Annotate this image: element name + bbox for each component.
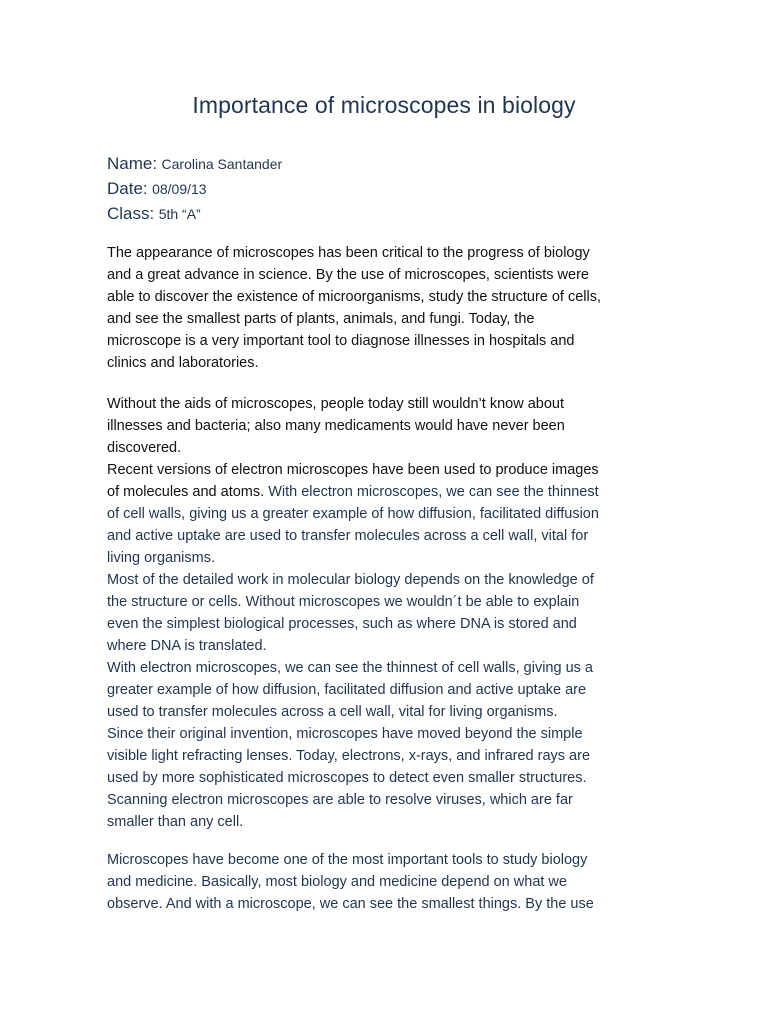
paragraph-1 — [107, 242, 667, 374]
paragraph-line: used by more sophisticated microscopes to detect even smaller structures. — [107, 770, 587, 786]
paragraph-line: smaller than any cell. — [107, 814, 244, 830]
paragraph-line: visible light refracting lenses. Today, electrons, x-rays, and infrared rays are — [107, 748, 591, 764]
paragraph-line: and see the smallest parts of plants, animals, and fungi. Today, the — [107, 311, 535, 327]
paragraph-3 — [107, 849, 667, 915]
paragraph-line: Without the aids of microscopes, people today still wouldn’t know about — [107, 396, 564, 412]
class-line — [107, 201, 282, 226]
name-label: Name: — [107, 154, 158, 173]
paragraph-line: even the simplest biological processes, such as where DNA is stored and — [107, 616, 577, 632]
paragraph-line: of cell walls, giving us a greater example of how diffusion, facilitated diffusion — [107, 506, 599, 522]
paragraph-line: used to transfer molecules across a cell wall, vital for living organisms. — [107, 704, 558, 720]
paragraph-line: illnesses and bacteria; also many medicaments would have never been — [107, 418, 565, 434]
paragraph-line: and medicine. Basically, most biology and medicine depend on what we — [107, 874, 567, 890]
date-value: 08/09/13 — [152, 181, 207, 197]
paragraph-line: and a great advance in science. By the use of microscopes, scientists were — [107, 267, 589, 283]
class-label: Class: — [107, 204, 155, 223]
document-title: Importance of microscopes in biology — [192, 92, 576, 118]
student-info — [107, 151, 282, 226]
class-value: 5th “A” — [158, 206, 201, 222]
paragraph-line-mixed — [107, 481, 667, 503]
paragraph-line: discovered. — [107, 440, 182, 456]
paragraph-line: living organisms. — [107, 550, 215, 566]
name-line — [107, 151, 282, 176]
paragraph-2 — [107, 393, 667, 833]
paragraph-line: greater example of how diffusion, facilitated diffusion and active uptake are — [107, 682, 587, 698]
paragraph-line: Scanning electron microscopes are able to resolve viruses, which are far — [107, 792, 573, 808]
paragraph-line: Microscopes have become one of the most important tools to study biology — [107, 852, 588, 868]
paragraph-line: clinics and laboratories. — [107, 355, 259, 371]
paragraph-line: able to discover the existence of microorganisms, study the structure of cells, — [107, 289, 602, 305]
paragraph-line: Since their original invention, microscopes have moved beyond the simple — [107, 726, 583, 742]
paragraph-line: observe. And with a microscope, we can see the smallest things. By the use — [107, 896, 594, 912]
date-line — [107, 176, 282, 201]
paragraph-line: Most of the detailed work in molecular biology depends on the knowledge of — [107, 572, 594, 588]
paragraph-line: the structure or cells. Without microscopes we wouldn´t be able to explain — [107, 594, 580, 610]
name-value: Carolina Santander — [161, 156, 283, 172]
paragraph-line: where DNA is translated. — [107, 638, 267, 654]
paragraph-line: Recent versions of electron microscopes have been used to produce images — [107, 462, 599, 478]
paragraph-line: microscope is a very important tool to diagnose illnesses in hospitals and — [107, 333, 575, 349]
paragraph-line: The appearance of microscopes has been critical to the progress of biology — [107, 245, 590, 261]
paragraph-span-blue: With electron microscopes, we can see the thinnest — [264, 484, 599, 500]
paragraph-line: With electron microscopes, we can see the thinnest of cell walls, giving us a — [107, 660, 593, 676]
paragraph-line: and active uptake are used to transfer molecules across a cell wall, vital for — [107, 528, 589, 544]
paragraph-span: of molecules and atoms. — [107, 484, 265, 500]
date-label: Date: — [107, 179, 148, 198]
